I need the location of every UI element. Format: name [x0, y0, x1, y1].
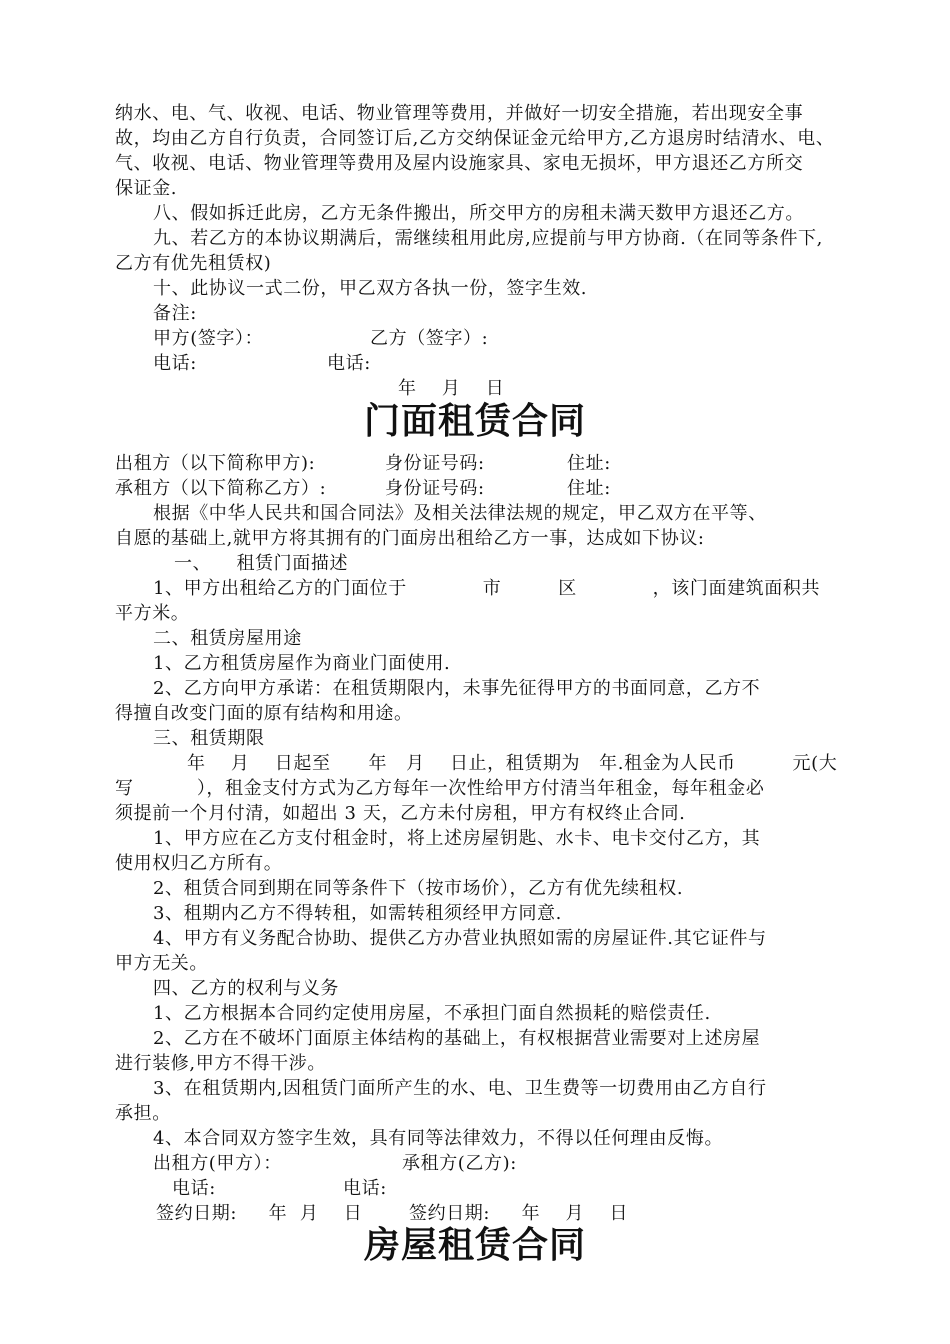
text-line: 1、甲方应在乙方支付租金时，将上述房屋钥匙、水卡、电卡交付乙方，其: [153, 828, 761, 849]
text-line: 平方米。: [115, 603, 190, 624]
section-heading: 一、 租赁门面描述: [174, 553, 349, 574]
lessor-label: 出租方（以下简称甲方):: [115, 453, 316, 474]
contract-title-house-lease: 房屋租赁合同: [363, 1225, 586, 1266]
party-a-phone-label: 电话:: [153, 353, 197, 374]
section-heading: 二、租赁房屋用途: [153, 628, 302, 649]
clause-9: 九、若乙方的本协议期满后，需继续租用此房,应提前与甲方协商.（在同等条件下,: [153, 228, 823, 249]
text-line: 保证金.: [115, 178, 178, 199]
contract-title-storefront-lease: 门面租赁合同: [363, 401, 586, 442]
text-line: 4、本合同双方签字生效，具有同等法律效力，不得以任何理由反悔。: [153, 1128, 724, 1149]
section-heading: 四、乙方的权利与义务: [153, 978, 339, 999]
text-line: 得擅自改变门面的原有结构和用途。: [115, 703, 413, 724]
lessor-signature-label: 出租方(甲方）：: [153, 1153, 282, 1174]
text-line: 乙方有优先租赁权): [115, 253, 272, 274]
text-line: 3、在租赁期内,因租赁门面所产生的水、电、卫生费等一切费用由乙方自行: [153, 1078, 767, 1099]
text-line: 须提前一个月付清，如超出 3 天，乙方未付房租，甲方有权终止合同.: [115, 803, 686, 824]
text-line: 年 月 日起至 年 月 日止，租赁期为 年.租金为人民币 元(大: [187, 753, 838, 774]
clause-8: 八、假如拆迁此房，乙方无条件搬出，所交甲方的房租未满天数甲方退还乙方。: [153, 203, 804, 224]
text-line: 1、甲方出租给乙方的门面位于 市 区 ，该门面建筑面积共: [153, 578, 821, 599]
text-line: 承担。: [115, 1103, 171, 1124]
section-heading: 三、租赁期限: [153, 728, 265, 749]
lessor-address-label: 住址:: [567, 453, 611, 474]
lessee-label: 承租方（以下简称乙方）:: [115, 478, 327, 499]
text-line: 1、乙方根据本合同约定使用房屋，不承担门面自然损耗的赔偿责任.: [153, 1003, 711, 1024]
lessee-address-label: 住址:: [567, 478, 611, 499]
party-b-signature-label: 乙方（签字）:: [370, 328, 489, 349]
preamble-line: 自愿的基础上,就甲方将其拥有的门面房出租给乙方一事，达成如下协议:: [115, 528, 705, 549]
date-line: 年 月 日: [398, 378, 505, 399]
lessee-sign-date: 签约日期: 年 月 日: [409, 1203, 629, 1224]
text-line: 2、租赁合同到期在同等条件下（按市场价），乙方有优先续租权.: [153, 878, 684, 899]
lessee-id-label: 身份证号码:: [385, 478, 485, 499]
text-line: 进行装修,甲方不得干涉。: [115, 1053, 326, 1074]
text-line: 气、收视、电话、物业管理等费用及屋内设施家具、家电无损坏，甲方退还乙方所交: [115, 153, 804, 174]
text-line: 写 ），租金支付方式为乙方每年一次性给甲方付清当年租金，每年租金必: [115, 778, 765, 799]
text-line: 2、乙方向甲方承诺：在租赁期限内，未事先征得甲方的书面同意，乙方不: [153, 678, 761, 699]
lessee-signature-label: 承租方(乙方):: [402, 1153, 517, 1174]
party-b-phone-label: 电话:: [327, 353, 371, 374]
text-line: 使用权归乙方所有。: [115, 853, 283, 874]
lessor-id-label: 身份证号码:: [385, 453, 485, 474]
lessor-sign-date: 签约日期: 年 月 日: [156, 1203, 363, 1224]
text-line: 3、租期内乙方不得转租，如需转租须经甲方同意.: [153, 903, 562, 924]
clause-10: 十、此协议一式二份，甲乙双方各执一份，签字生效.: [153, 278, 588, 299]
text-line: 1、乙方租赁房屋作为商业门面使用.: [153, 653, 451, 674]
text-line: 4、甲方有义务配合协助、提供乙方办营业执照如需的房屋证件.其它证件与: [153, 928, 767, 949]
lessee-phone-label: 电话:: [343, 1178, 387, 1199]
text-line: 甲方无关。: [115, 953, 208, 974]
preamble-line: 根据《中华人民共和国合同法》及相关法律法规的规定，甲乙双方在平等、: [153, 503, 767, 524]
text-line: 2、乙方在不破坏门面原主体结构的基础上，有权根据营业需要对上述房屋: [153, 1028, 761, 1049]
text-line: 纳水、电、气、收视、电话、物业管理等费用，并做好一切安全措施，若出现安全事: [115, 103, 804, 124]
party-a-signature-label: 甲方(签字）：: [153, 328, 264, 349]
text-line: 故，均由乙方自行负责，合同签订后,乙方交纳保证金元给甲方,乙方退房时结清水、电、: [115, 128, 835, 149]
lessor-phone-label: 电话:: [172, 1178, 216, 1199]
remarks-label: 备注:: [153, 303, 197, 324]
